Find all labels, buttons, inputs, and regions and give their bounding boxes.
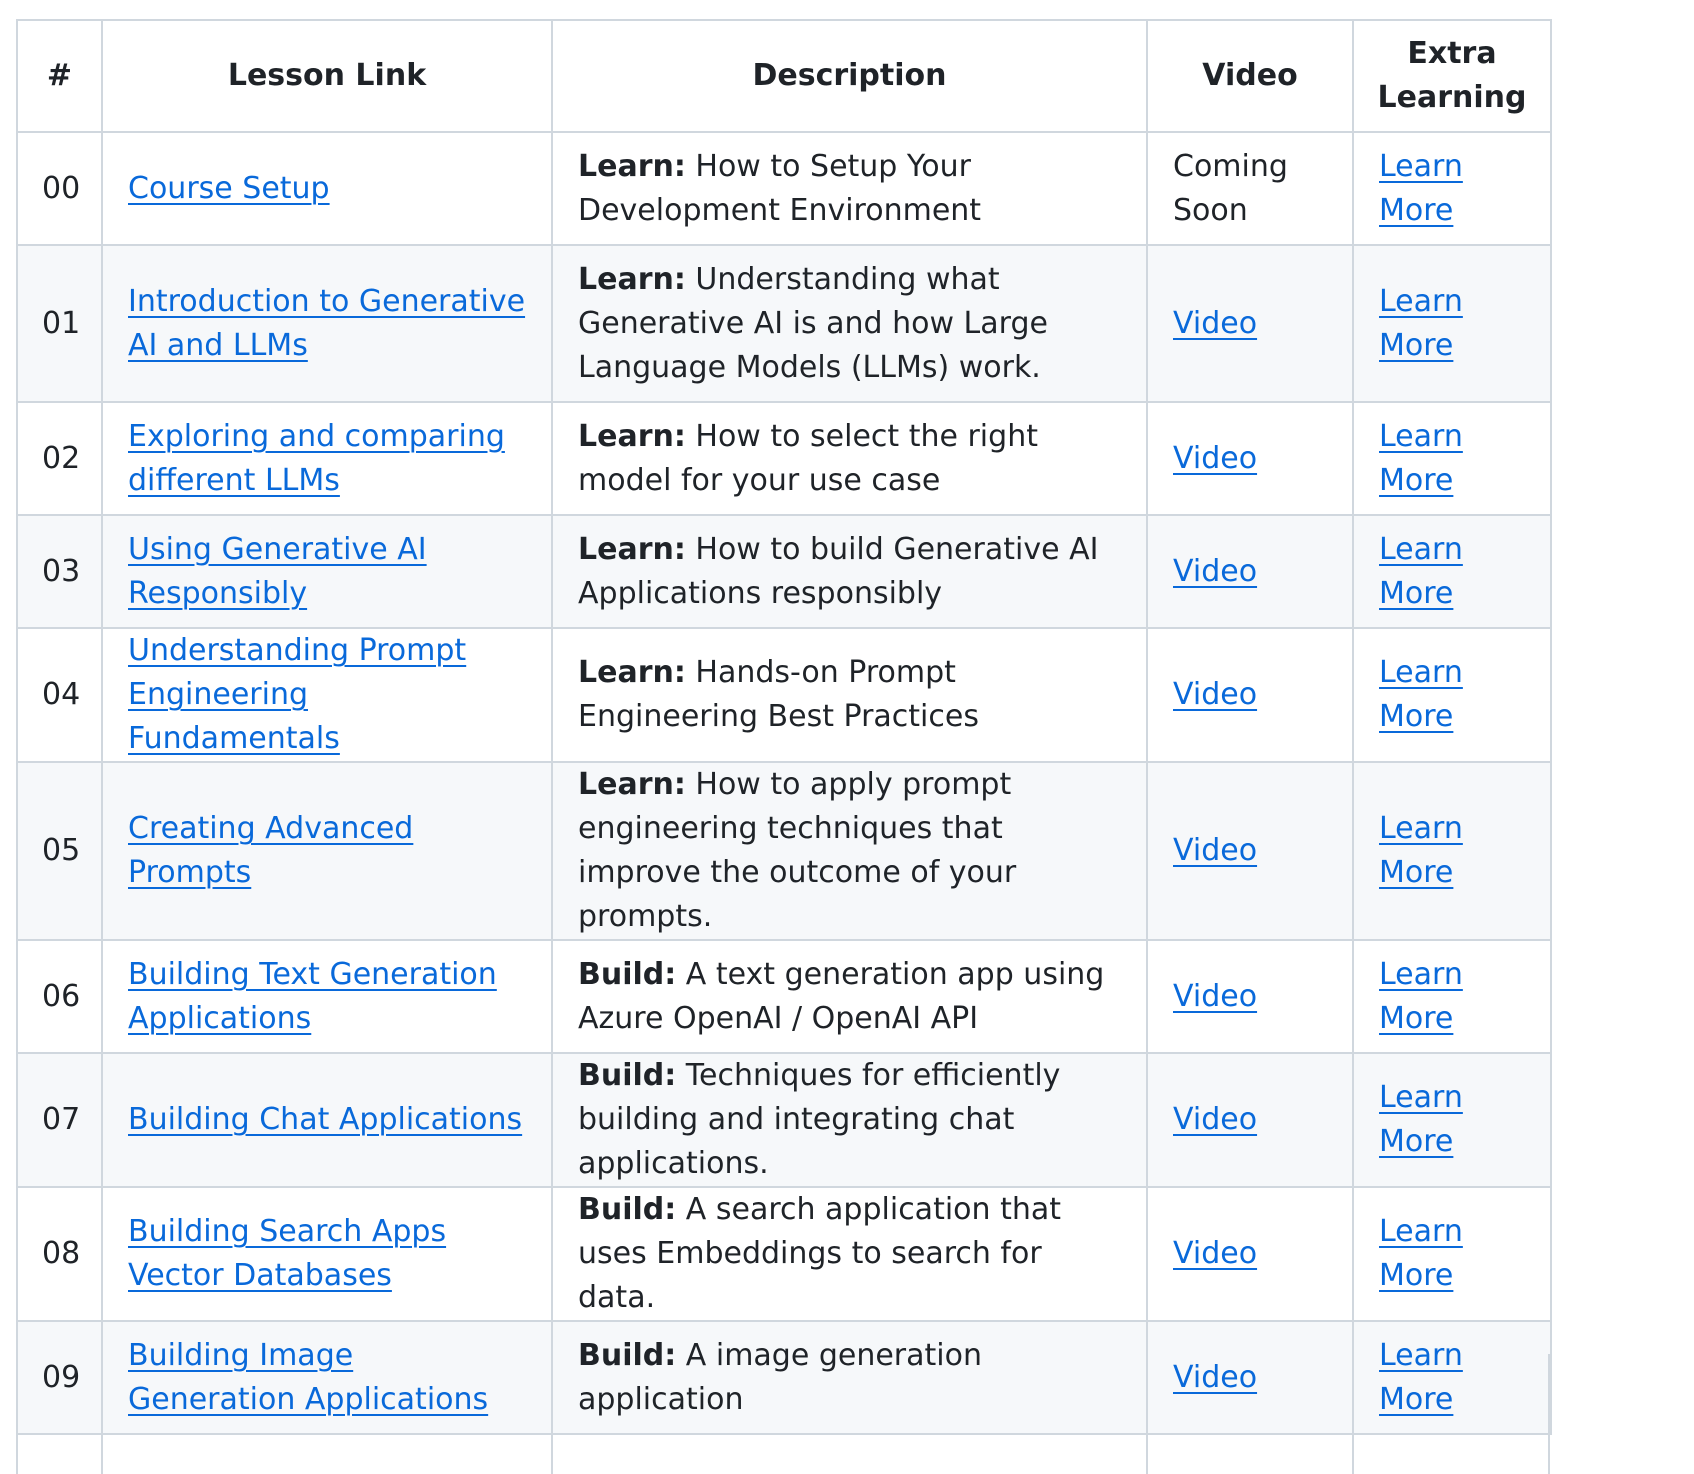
video-link[interactable]: Video [1173, 833, 1258, 868]
video-cell [1147, 1053, 1353, 1187]
description-prefix: Learn: [578, 148, 686, 184]
extra-learning-cell [1353, 402, 1551, 515]
lesson-cell [102, 762, 552, 940]
lesson-number: 01 [17, 245, 102, 402]
lesson-number: 09 [17, 1321, 102, 1434]
description-cell [552, 628, 1147, 762]
header-description: Description [552, 20, 1147, 132]
extra-learning-cell [1353, 628, 1551, 762]
video-link[interactable]: Video [1173, 978, 1258, 1014]
extra-learning-cell [1353, 940, 1551, 1053]
learn-more-link[interactable]: Learn More [1379, 655, 1463, 734]
video-cell [1147, 132, 1353, 245]
lesson-link[interactable]: Building Image Generation Applications [128, 1337, 489, 1417]
video-link[interactable]: Video [1173, 305, 1258, 341]
learn-more-link[interactable]: Learn More [1379, 1337, 1463, 1417]
video-cell [1147, 940, 1353, 1053]
lesson-link[interactable]: Creating Advanced Prompts [128, 811, 414, 890]
lesson-cell [102, 245, 552, 402]
extra-learning-cell [1353, 1187, 1551, 1321]
description-text: Techniques for efficiently building and integrating chat applications. [578, 1058, 1061, 1181]
description-cell [552, 1053, 1147, 1187]
description-cell [552, 1187, 1147, 1321]
table-row [17, 245, 1551, 402]
learn-more-link[interactable]: Learn More [1379, 418, 1463, 498]
video-cell [1147, 515, 1353, 628]
description-prefix: Build: [578, 1337, 677, 1373]
extra-learning-cell [1353, 762, 1551, 940]
learn-more-link[interactable]: Learn More [1379, 811, 1463, 890]
description-prefix: Build: [578, 956, 677, 992]
video-cell [1147, 245, 1353, 402]
lesson-number: 02 [17, 402, 102, 515]
lesson-link[interactable]: Exploring and comparing different LLMs [128, 418, 505, 498]
description-text: How to select the right model for your use case [578, 418, 1038, 498]
lesson-number: 04 [17, 628, 102, 762]
learn-more-link[interactable]: Learn More [1379, 283, 1463, 363]
description-text: A image generation application [578, 1337, 982, 1417]
table-header-row [17, 20, 1551, 132]
lesson-cell [102, 132, 552, 245]
video-link[interactable]: Video [1173, 440, 1258, 476]
table-row [17, 1187, 1551, 1321]
header-number: # [17, 20, 102, 132]
video-cell [1147, 762, 1353, 940]
lesson-number: 08 [17, 1187, 102, 1321]
lessons-table [16, 19, 1552, 1435]
description-prefix: Learn: [578, 261, 686, 297]
description-prefix: Build: [578, 1058, 677, 1093]
video-cell [1147, 1187, 1353, 1321]
video-cell [1147, 402, 1353, 515]
description-cell [552, 132, 1147, 245]
lesson-number: 03 [17, 515, 102, 628]
lesson-link[interactable]: Understanding Prompt Engineering Fundamentals [128, 633, 467, 756]
next-row-partial [16, 1354, 1550, 1474]
lesson-number: 06 [17, 940, 102, 1053]
lesson-number: 05 [17, 762, 102, 940]
table-row [17, 515, 1551, 628]
video-cell [1147, 628, 1353, 762]
lesson-cell [102, 402, 552, 515]
table-row [17, 132, 1551, 245]
description-text: How to apply prompt engineering techniques that improve the outcome of your prompts. [578, 767, 1017, 934]
description-prefix: Learn: [578, 655, 686, 690]
learn-more-link[interactable]: Learn More [1379, 148, 1463, 228]
table-row [17, 762, 1551, 940]
header-extra-learning: Extra Learning [1353, 20, 1551, 132]
description-prefix: Learn: [578, 767, 686, 802]
table-row [17, 402, 1551, 515]
lesson-link[interactable]: Building Chat Applications [128, 1102, 523, 1137]
video-link[interactable]: Video [1173, 553, 1258, 589]
description-text: How to Setup Your Development Environment [578, 148, 982, 228]
description-text: Hands-on Prompt Engineering Best Practices [578, 655, 979, 734]
description-prefix: Learn: [578, 531, 686, 567]
extra-learning-cell [1353, 515, 1551, 628]
header-lesson-link: Lesson Link [102, 20, 552, 132]
lesson-link[interactable]: Using Generative AI Responsibly [128, 531, 427, 611]
description-cell [552, 940, 1147, 1053]
lesson-cell [102, 1187, 552, 1321]
video-link[interactable]: Video [1173, 1236, 1258, 1271]
extra-learning-cell [1353, 132, 1551, 245]
learn-more-link[interactable]: Learn More [1379, 1214, 1463, 1293]
description-cell [552, 515, 1147, 628]
table-row [17, 628, 1551, 762]
video-link[interactable]: Video [1173, 1359, 1258, 1395]
lesson-number: 00 [17, 132, 102, 245]
video-status: Coming Soon [1173, 148, 1288, 228]
lesson-cell [102, 1053, 552, 1187]
description-prefix: Learn: [578, 418, 686, 454]
lesson-cell [102, 940, 552, 1053]
description-cell [552, 402, 1147, 515]
header-video: Video [1147, 20, 1353, 132]
description-cell [552, 762, 1147, 940]
description-text: Understanding what Generative AI is and how Large Language Models (LLMs) work. [578, 261, 1048, 385]
lesson-cell [102, 628, 552, 762]
description-text: A search application that uses Embeddings to search for data. [578, 1192, 1061, 1315]
video-link[interactable]: Video [1173, 1102, 1258, 1137]
extra-learning-cell [1353, 245, 1551, 402]
table-row [17, 1053, 1551, 1187]
lesson-link[interactable]: Introduction to Generative AI and LLMs [128, 283, 526, 363]
description-prefix: Build: [578, 1192, 677, 1227]
lesson-link[interactable]: Building Search Apps Vector Databases [128, 1214, 447, 1293]
lessons-table-container [16, 19, 1552, 1435]
video-link[interactable]: Video [1173, 677, 1258, 712]
learn-more-link[interactable]: Learn More [1379, 531, 1463, 611]
learn-more-link[interactable]: Learn More [1379, 956, 1463, 1036]
lesson-link[interactable]: Building Text Generation Applications [128, 956, 497, 1036]
extra-learning-cell [1353, 1053, 1551, 1187]
description-cell [552, 245, 1147, 402]
learn-more-link[interactable]: Learn More [1379, 1080, 1463, 1159]
lesson-cell [102, 515, 552, 628]
description-text: A text generation app using Azure OpenAI / OpenAI API [578, 956, 1105, 1036]
lesson-link[interactable]: Course Setup [128, 170, 330, 206]
lesson-number: 07 [17, 1053, 102, 1187]
description-text: How to build Generative AI Applications responsibly [578, 531, 1099, 611]
table-row [17, 940, 1551, 1053]
